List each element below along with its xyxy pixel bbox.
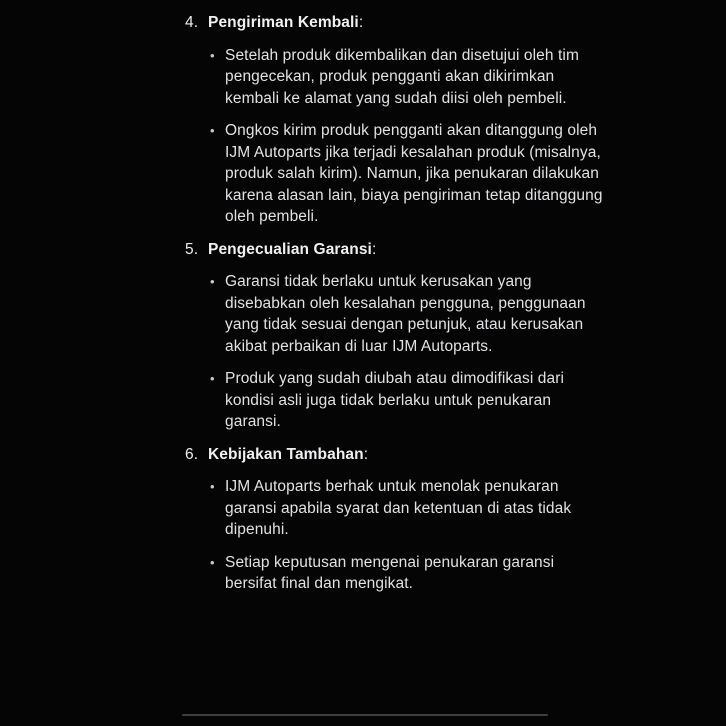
section-bullet-list — [185, 271, 607, 433]
section-number: 4. — [185, 14, 199, 31]
section-number: 5. — [185, 240, 199, 258]
bullet-text: Garansi tidak berlaku untuk kerusakan yang disebabkan oleh kesalahan pengguna, penggunaan yang tidak sesuai dengan petunjuk, atau kerusakan akibat perbaikan di luar IJM Autoparts. — [225, 273, 586, 355]
bullet-icon: • — [210, 47, 215, 63]
section-heading — [185, 239, 607, 261]
bullet-text: Setelah produk dikembalikan dan disetujui oleh tim pengecekan, produk pengganti akan dikirimkan kembali ke alamat yang sudah diisi oleh pembeli. — [225, 46, 579, 107]
section-bullet-list — [185, 45, 607, 228]
list-item — [210, 45, 607, 110]
bottom-divider — [182, 714, 548, 716]
section-title: Kebijakan Tambahan — [208, 445, 364, 463]
section-title-wrap — [208, 444, 607, 466]
bullet-icon: • — [210, 554, 215, 570]
bullet-text: Ongkos kirim produk pengganti akan ditanggung oleh IJM Autoparts jika terjadi kesalahan produk (misalnya, produk salah kirim). Namun, jika penukaran dilakukan karena alasan lain, biaya pengiriman tetap ditanggung oleh pembeli. — [225, 122, 603, 225]
section-title-wrap — [208, 239, 607, 261]
section-number: 6. — [185, 445, 199, 463]
policy-section-kebijakan-tambahan — [185, 444, 607, 595]
bullet-icon: • — [210, 274, 215, 289]
policy-text-block — [185, 2, 607, 606]
section-heading — [185, 444, 607, 466]
list-item — [210, 552, 607, 595]
section-bullet-list — [185, 476, 607, 595]
section-title-colon: : — [371, 240, 377, 258]
section-title-colon: : — [363, 445, 369, 463]
section-title: Pengecualian Garansi — [208, 240, 372, 258]
bullet-icon: • — [210, 123, 215, 138]
policy-section-pengecualian-garansi — [185, 239, 607, 433]
policy-section-pengiriman-kembali — [185, 12, 607, 228]
list-item — [210, 271, 607, 357]
bullet-icon: • — [210, 371, 215, 386]
section-heading — [185, 12, 607, 34]
bullet-text: Produk yang sudah diubah atau dimodifikasi dari kondisi asli juga tidak berlaku untuk penukaran garansi. — [225, 370, 565, 430]
list-item — [210, 368, 607, 433]
bullet-icon: • — [210, 479, 215, 494]
bullet-text: Setiap keputusan mengenai penukaran garansi bersifat final dan mengikat. — [225, 553, 555, 592]
section-title: Pengiriman Kembali — [208, 14, 359, 31]
list-item — [210, 476, 607, 541]
section-title-colon: : — [358, 14, 364, 31]
list-item — [210, 120, 607, 228]
section-title-wrap — [208, 12, 607, 34]
bullet-text: IJM Autoparts berhak untuk menolak penukaran garansi apabila syarat dan ketentuan di atas tidak dipenuhi. — [225, 478, 572, 538]
